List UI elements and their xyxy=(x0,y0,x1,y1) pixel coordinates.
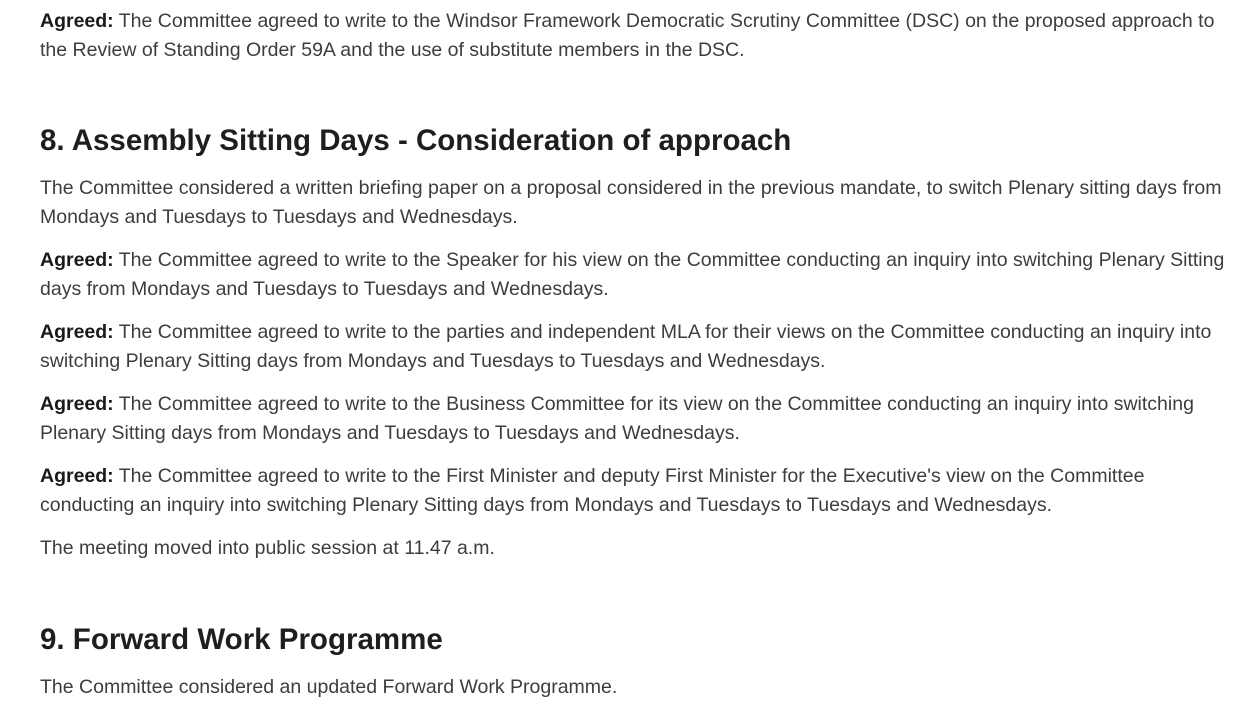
item8-agreed-first-minister xyxy=(40,462,1240,520)
agreed-text: The Committee agreed to write to the parties and independent MLA for their views on the Committee conducting an inquiry into switching Plenary Sitting days from Mondays and Tuesdays to Tuesdays and Wednesdays. xyxy=(40,321,1212,372)
section-heading-forward-work-programme: 9. Forward Work Programme xyxy=(40,623,443,656)
item7-agreed-paragraph xyxy=(40,7,1240,65)
item8-agreed-business-committee xyxy=(40,390,1240,448)
item8-agreed-speaker xyxy=(40,246,1240,304)
agreed-label: Agreed: xyxy=(40,393,114,415)
agreed-label: Agreed: xyxy=(40,10,114,32)
agreed-text: The Committee agreed to write to the Business Committee for its view on the Committee conducting an inquiry into switching Plenary Sitting days from Mondays and Tuesdays to Tuesdays and Wednesdays. xyxy=(40,393,1194,444)
section-heading-assembly-sitting-days: 8. Assembly Sitting Days - Consideration of approach xyxy=(40,124,792,157)
agreed-text: The Committee agreed to write to the Windsor Framework Democratic Scrutiny Committee (DSC) on the proposed approach to the Review of Standing Order 59A and the use of substitute members in the DSC. xyxy=(40,10,1215,61)
item8-closing-paragraph: The meeting moved into public session at 11.47 a.m. xyxy=(40,537,495,559)
agreed-label: Agreed: xyxy=(40,249,114,271)
item9-intro-paragraph: The Committee considered an updated Forward Work Programme. xyxy=(40,676,618,698)
agreed-text: The Committee agreed to write to the First Minister and deputy First Minister for the Executive's view on the Committee conducting an inquiry into switching Plenary Sitting days from Mondays and Tuesdays to Tuesdays and Wednesdays. xyxy=(40,465,1145,516)
agreed-text: The Committee agreed to write to the Speaker for his view on the Committee conducting an inquiry into switching Plenary Sitting days from Mondays and Tuesdays to Tuesdays and Wednesdays. xyxy=(40,249,1225,300)
agreed-label: Agreed: xyxy=(40,465,114,487)
item8-intro-paragraph: The Committee considered a written briefing paper on a proposal considered in the previous mandate, to switch Plenary sitting days from Mondays and Tuesdays to Tuesdays and Wednesdays. xyxy=(40,177,1222,228)
agreed-label: Agreed: xyxy=(40,321,114,343)
item8-agreed-parties xyxy=(40,318,1240,376)
